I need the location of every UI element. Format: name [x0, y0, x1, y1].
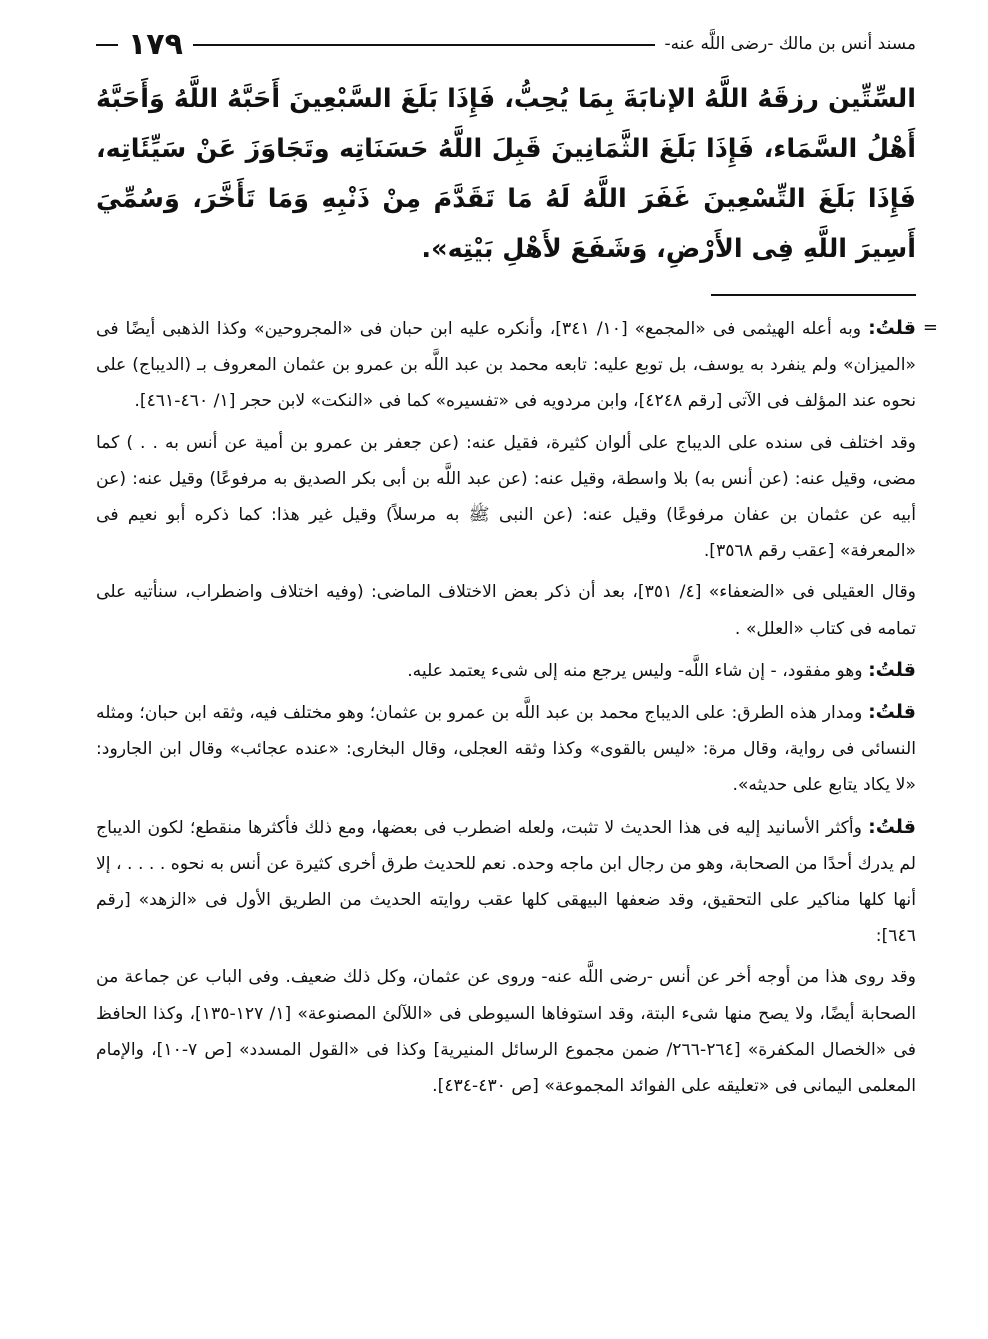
footnote-separator [711, 294, 916, 296]
qult-label: قلتُ: [868, 658, 916, 681]
footnote-paragraph-5 [96, 694, 916, 804]
page [96, 22, 938, 1109]
continuation-mark: = [922, 317, 938, 338]
qult-label: قلتُ: [868, 701, 916, 724]
paragraph-text: وهو مفقود، - إن شاء اللَّه- وليس يرجع منه إلى شىء يعتمد عليه. [407, 660, 863, 681]
footnote-paragraph-2 [96, 425, 916, 570]
paragraph-text: وقال العقيلى فى «الضعفاء» [٤/ ٣٥١]، بعد أن ذكر بعض الاختلاف الماضى: (وفيه اختلاف واضطراب، سنأتيه على تمامه فى كتاب «العلل» . [96, 582, 916, 639]
page-number: ١٧٩ [128, 26, 183, 62]
paragraph-text: وقد روى هذا من أوجه أخر عن أنس -رضى اللَّه عنه- وروى عن عثمان، وكل ذلك ضعيف. وفى الباب عن جماعة من الصحابة أيضًا، ولا يصح منها شىء البتة، وقد استوفاها السيوطى فى «اللآلئ المصنوعة» [١/ ١٢٧-١٣٥]، وكذا الحافظ فى «الخصال المكفرة» [٢٦٤-٢٦٦/ ضمن مجموع الرسائل المنيرية] وكذا فى «القول المسدد» [ص ٧-١٠]، والإمام المعلمى اليمانى فى «تعليقه على الفوائد المجموعة» [ص ٤٣٠-٤٣٤]. [96, 967, 916, 1097]
paragraph-text: وأكثر الأسانيد إليه فى هذا الحديث لا تثبت، ولعله اضطرب فى بعضها، ومع ذلك فأكثرها منقطع؛ لكون الديباج لم يدرك أحدًا من الصحابة، وهو من رجال ابن ماجه وحده. نعم للحديث طرق أخرى كثيرة عن أنس به نحوه . . . . ، إلا أنها كلها مناكير على التحقيق، وقد ضعفها البيهقى كلها عقب روايته الحديث من الطريق الأول فى «الزهد» [رقم ٦٤٦]: [96, 817, 916, 947]
footnote-paragraph-7 [96, 959, 916, 1104]
header-title: مسند أنس بن مالك -رضى اللَّه عنه- [664, 34, 916, 54]
header-dash [96, 44, 118, 46]
header-rule [193, 44, 655, 46]
footnote-paragraph-4 [96, 652, 916, 689]
paragraph-text: ومدار هذه الطرق: على الديباج محمد بن عبد اللَّه بن عمرو بن عثمان؛ وهو مختلف فيه، وثقه ابن حبان؛ ومثله النسائى فى رواية، وقال مرة: «ليس بالقوى» وكذا وثقه العجلى، وقال البخارى: «عنده عجائب» وقال ابن الجارود: «لا يكاد يتابع على حديثه». [96, 703, 916, 796]
paragraph-text: وقد اختلف فى سنده على الديباج على ألوان كثيرة، فقيل عنه: (عن جعفر بن عمرو بن أمية عن أنس به . . ) كما مضى، وقيل عنه: (عن أنس به) بلا واسطة، وقيل عنه: (عن عبد اللَّه بن أبى بكر الصديق به مرفوعًا) وقيل عنه: (عن أبيه عن عثمان بن عفان مرفوعًا) وقيل عنه: (عن النبى ﷺ به مرسلاً) وقيل غير هذا: كما ذكره أبو نعيم فى «المعرفة» [عقب رقم ٣٥٦٨]. [96, 432, 916, 562]
footnote-paragraph-3 [96, 574, 916, 646]
footnote-paragraph-1 [96, 310, 938, 420]
qult-label: قلتُ: [868, 317, 916, 339]
paragraph-text: وبه أعله الهيثمى فى «المجمع» [١٠/ ٣٤١]، وأنكره عليه ابن حبان فى «المجروحين» وكذا الذهبى أيضًا فى «الميزان» ولم ينفرد به يوسف، بل توبع عليه: تابعه محمد بن عبد اللَّه بن عمرو بن عثمان المعروف بـ (الديباج) على نحوه عند المؤلف فى الآتى [رقم ٤٢٤٨]، وابن مردويه فى «تفسيره» كما فى «النكت» لابن حجر [١/ ٤٦٠-٤٦١]. [96, 319, 916, 412]
footnotes [96, 310, 938, 1104]
running-header [96, 22, 916, 66]
hadith-text: السِّتِّين رزقَهُ اللَّهُ الإنابَةَ بِمَا يُحِبُّ، فَإِذَا بَلَغَ السَّبْعِينَ أَحَبَّهُ اللَّهُ وَأَحَبَّهُ أَهْلُ السَّمَاء، فَإِذَا بَلَغَ الثَّمَانِينَ قَبِلَ اللَّهُ حَسَنَاتِه وتَجَاوَزَ عَنْ سَيِّئَاتِه، فَإِذَا بَلَغَ التِّسْعِينَ غَفَرَ اللَّهُ لَهُ مَا تَقَدَّمَ مِنْ ذَنْبِهِ وَمَا تَأَخَّرَ، وَسُمِّيَ أَسِيرَ اللَّهِ فِى الأَرْضِ، وَشَفَعَ لأَهْلِ بَيْتِه». [96, 84, 916, 264]
qult-label: قلتُ: [868, 815, 917, 838]
footnote-paragraph-6 [96, 809, 916, 955]
